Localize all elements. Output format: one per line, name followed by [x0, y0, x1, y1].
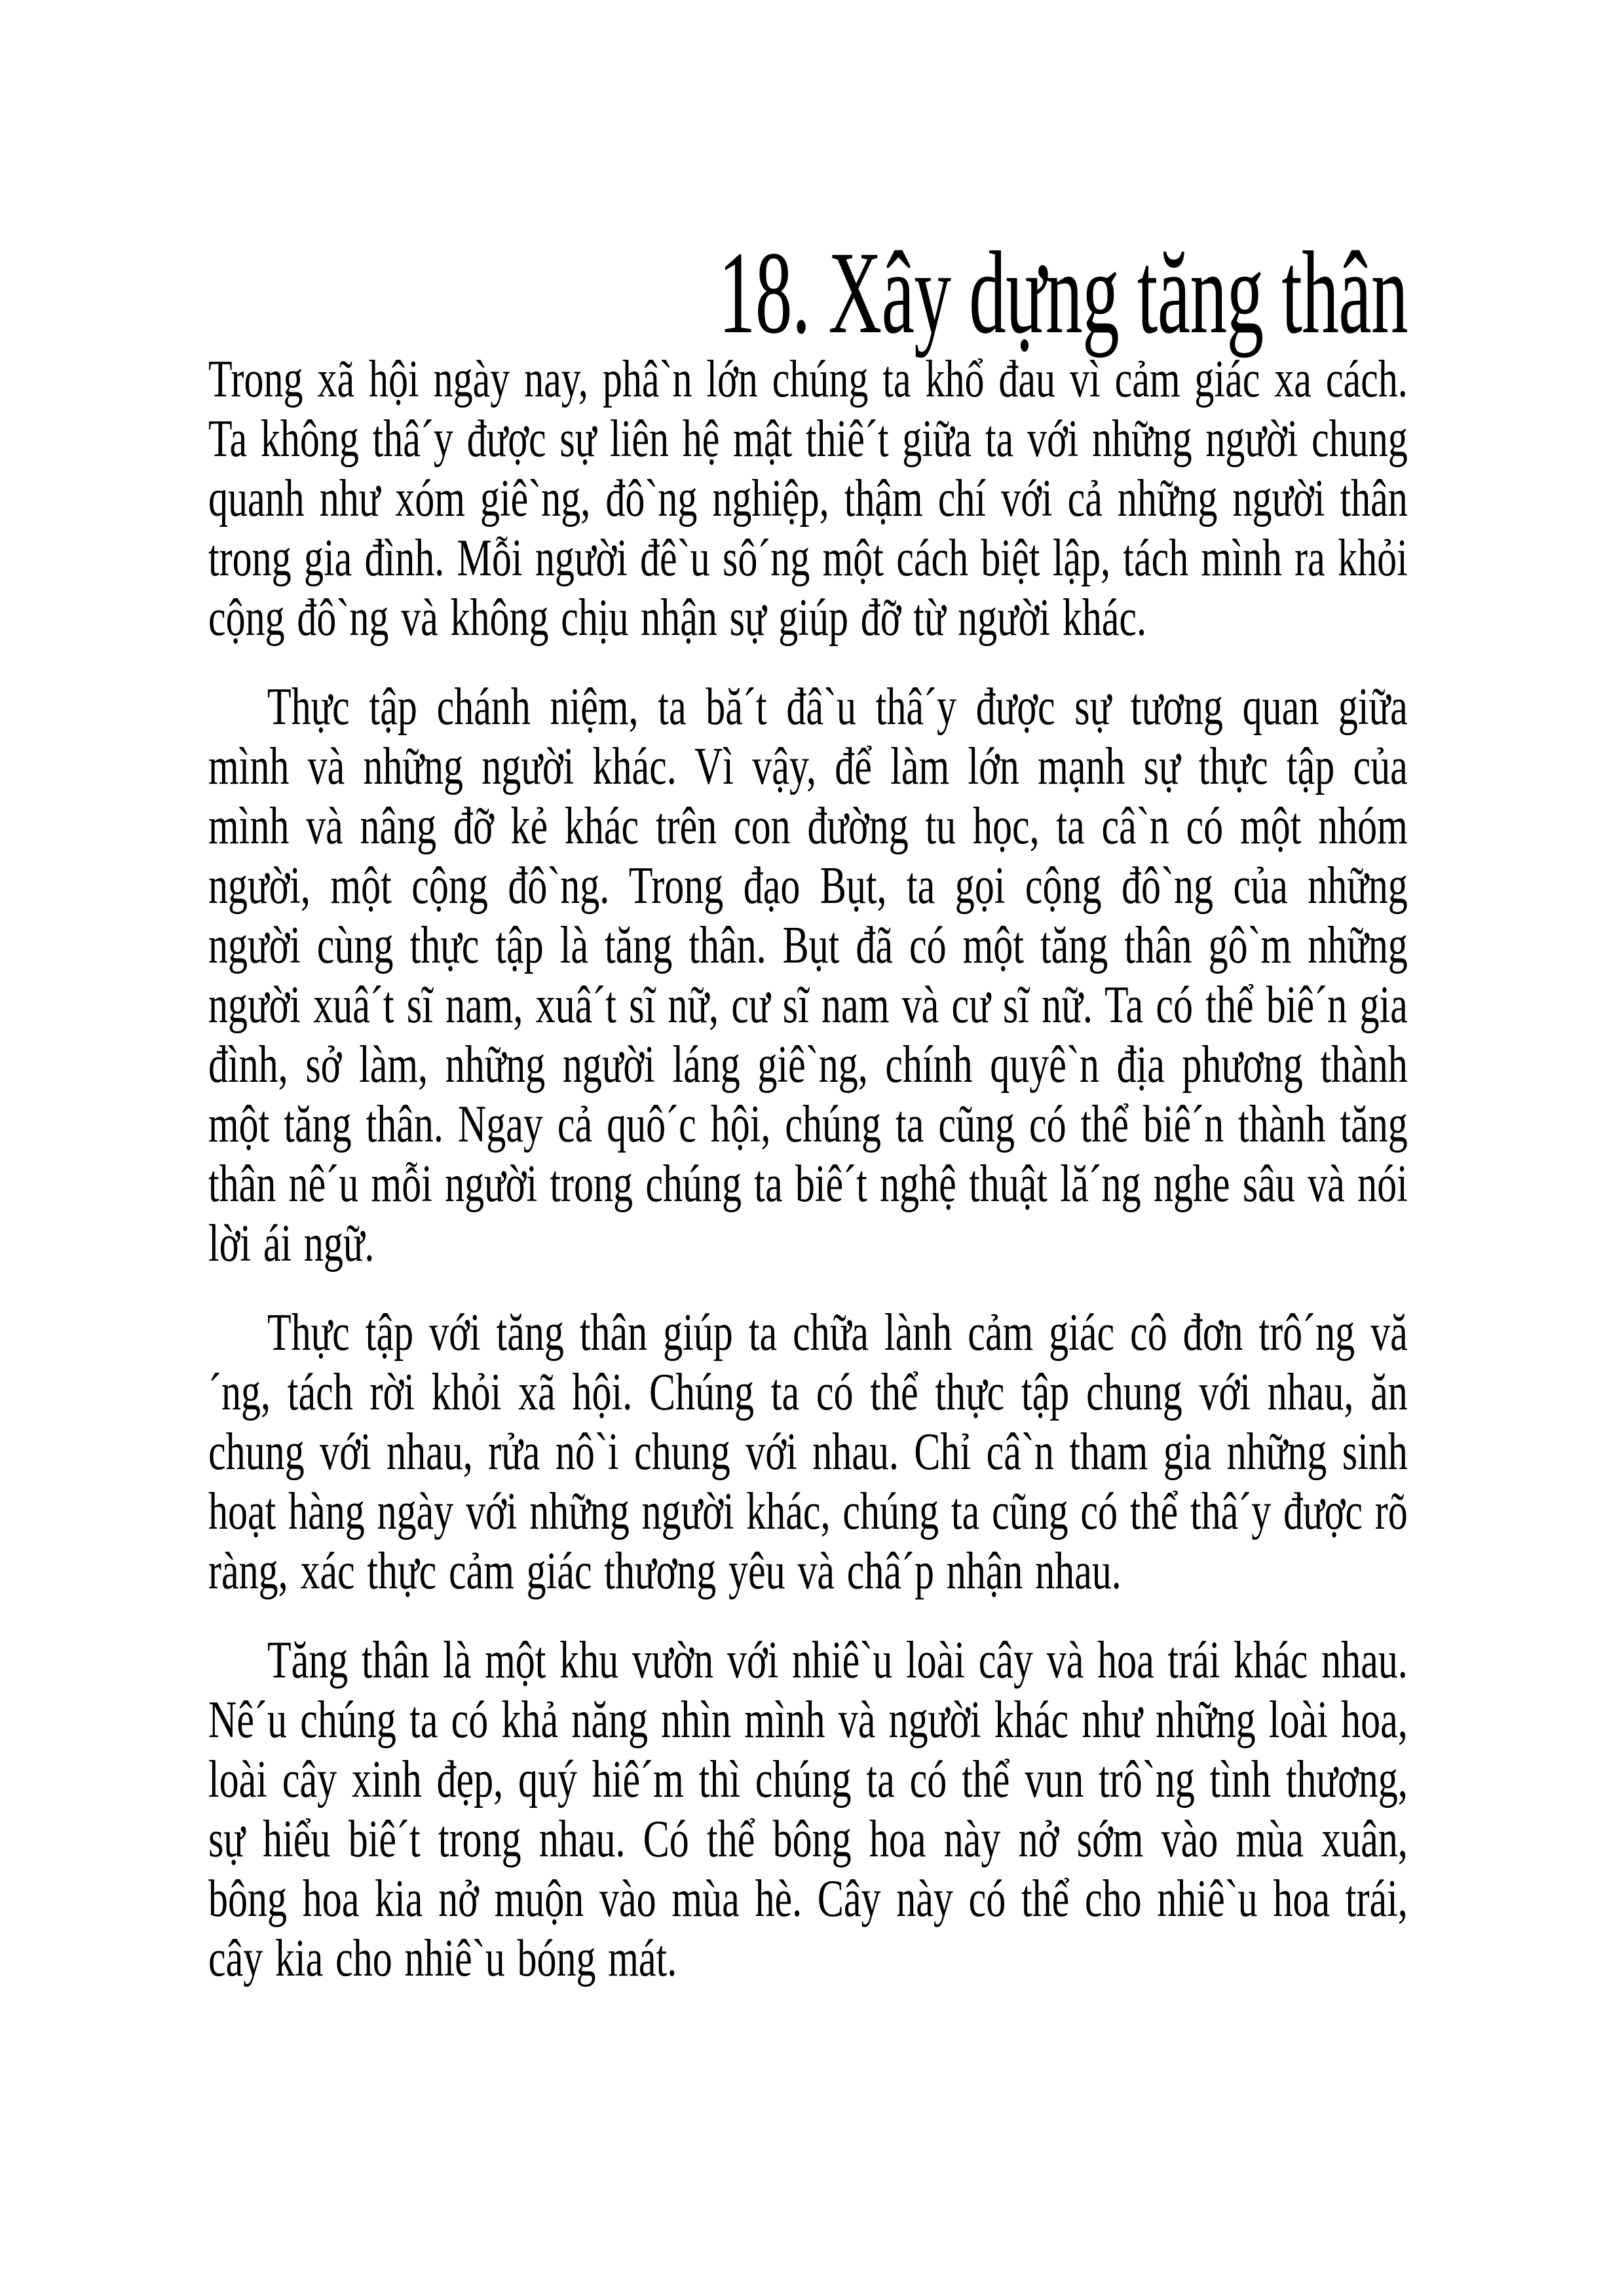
paragraph-1: Trong xã hội ngày nay, phâ`n lớn chúng ta khổ đau vì cảm giác xa cách. Ta không thâ´y được sự liên hệ mật thiê´t giữa ta với những người chung quanh như xóm giê`ng, đô`ng nghiệp, thậm chí với cả những người thân trong gia đình. Mỗi người đê`u sô´ng một cách biệt lập, tách mình ra khỏi cộng đô`ng và không chịu nhận sự giúp đỡ từ người khác.	[208, 351, 1408, 647]
chapter-body	[208, 350, 1408, 1989]
chapter-title: 18. Xây dựng tăng thân	[718, 227, 1408, 358]
paragraph-4: Tăng thân là một khu vườn với nhiê`u loài cây và hoa trái khác nhau. Nê´u chúng ta có khả năng nhìn mình và người khác như những loài hoa, loài cây xinh đẹp, quý hiê´m thì chúng ta có thể vun trô`ng tình thương, sự hiểu biê´t trong nhau. Có thể bông hoa này nở sớm vào mùa xuân, bông hoa kia nở muộn vào mùa hè. Cây này có thể cho nhiê`u hoa trái, cây kia cho nhiê`u bóng mát.	[208, 1632, 1408, 1987]
paragraph-2: Thực tập chánh niệm, ta bă´t đâ`u thâ´y được sự tương quan giữa mình và những người khác. Vì vậy, để làm lớn mạnh sự thực tập của mình và nâng đỡ kẻ khác trên con đường tu học, ta câ`n có một nhóm người, một cộng đô`ng. Trong đạo Bụt, ta gọi cộng đô`ng của những người cùng thực tập là tăng thân. Bụt đã có một tăng thân gô`m những người xuâ´t sĩ nam, xuâ´t sĩ nữ, cư sĩ nam và cư sĩ nữ. Ta có thể biê´n gia đình, sở làm, những người láng giê`ng, chính quyê`n địa phương thành một tăng thân. Ngay cả quô´c hội, chúng ta cũng có thể biê´n thành tăng thân nê´u mỗi người trong chúng ta biê´t nghệ thuật lă´ng nghe sâu và nói lời ái ngữ.	[208, 678, 1408, 1272]
paragraph-3: Thực tập với tăng thân giúp ta chữa lành cảm giác cô đơn trô´ng vă´ng, tách rời khỏi xã hội. Chúng ta có thể thực tập chung với nhau, ăn chung với nhau, rửa nô`i chung với nhau. Chỉ câ`n tham gia những sinh hoạt hàng ngày với những người khác, chúng ta cũng có thể thâ´y được rõ ràng, xác thực cảm giác thương yêu và châ´p nhận nhau.	[208, 1304, 1408, 1600]
